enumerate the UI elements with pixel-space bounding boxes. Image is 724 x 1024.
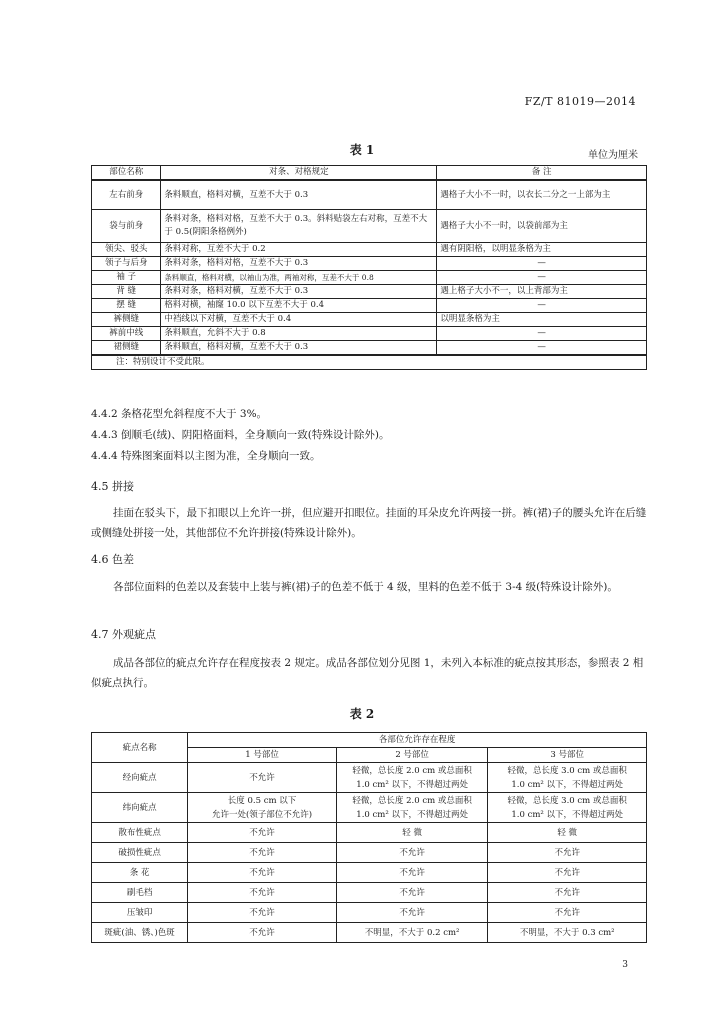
table-row [92, 243, 647, 257]
table-row [92, 210, 647, 243]
table-row [92, 271, 647, 285]
zone3-line2: 1.0 cm² 以下，不得超过两处 [511, 779, 624, 790]
zone1-line1: 长度 0.5 cm 以下 [227, 795, 297, 806]
rem-cell: — [437, 327, 647, 341]
part-cell: 领尖、驳头 [92, 243, 161, 257]
zone1-line2: 允许一处(领子部位不允许) [211, 809, 313, 820]
table-row [92, 299, 647, 313]
table1-title: 表 1 [349, 143, 375, 157]
section-4-6-text: 各部位面料的色差以及套装中上装与裤(裙)子的色差不低于 4 级，里料的色差不低于 3-4 级(特殊设计除外)。 [113, 581, 618, 593]
zone2-cell [336, 763, 488, 793]
defect-name: 纬向疵点 [92, 793, 188, 823]
zone2-cell: 不允许 [336, 863, 488, 883]
part-cell: 领子与后身 [92, 257, 161, 271]
zone2-cell: 不明显，不大于 0.2 cm² [336, 923, 488, 943]
zone1-cell: 不允许 [188, 843, 337, 863]
table-row [92, 793, 647, 823]
table2 [91, 732, 647, 943]
zone3-line2: 1.0 cm² 以下，不得超过两处 [511, 809, 624, 820]
defect-name: 散布性疵点 [92, 823, 188, 843]
clause-4-4-2: 4.4.2 条格花型允斜程度不大于 3%。 [91, 408, 268, 420]
part-cell: 背 缝 [92, 285, 161, 299]
part-cell: 摆 缝 [92, 299, 161, 313]
table1-header-rem: 备 注 [437, 166, 647, 181]
zone2-line1: 轻微，总长度 2.0 cm 或总面积 [352, 765, 472, 776]
zone1-cell: 不允许 [188, 763, 337, 793]
table2-header-group: 各部位允许存在程度 [188, 733, 647, 748]
zone1-cell [188, 793, 337, 823]
zone2-cell: 不允许 [336, 843, 488, 863]
req-cell: 条料顺直，格料对横，以袖山为准，两袖对称，互差不大于 0.8 [161, 271, 437, 285]
standard-number: FZ/T 81019—2014 [524, 95, 636, 108]
req-cell: 条料对条，格料对格，互差不大于 0.3 [161, 257, 437, 271]
defect-name: 压皱印 [92, 903, 188, 923]
req-cell: 条料顺直，格料对横，互差不大于 0.3 [161, 341, 437, 356]
page-number: 3 [622, 960, 628, 970]
table2-col-1: 1 号部位 [188, 748, 337, 763]
zone2-cell: 轻 微 [336, 823, 488, 843]
section-4-7-heading: 4.7 外观疵点 [91, 628, 156, 641]
table-row [92, 843, 647, 863]
zone1-cell: 不允许 [188, 903, 337, 923]
part-cell: 裙侧缝 [92, 341, 161, 356]
section-4-5-text: 挂面在驳头下，最下扣眼以上允许一拼，但应避开扣眼位。挂面的耳朵皮允许两接一拼。裤(裙)子的腰头允许在后缝或侧缝处拼接一处，其他部位不允许拼接(特殊设计除外)。 [91, 507, 647, 539]
part-cell: 袋与前身 [92, 210, 161, 243]
table1-header-part: 部位名称 [92, 166, 161, 181]
zone3-cell: 轻 微 [488, 823, 647, 843]
clause-4-4-4: 4.4.4 特殊图案面料以主图为准，全身顺向一致。 [91, 450, 321, 462]
table-row [92, 341, 647, 356]
zone2-line2: 1.0 cm² 以下，不得超过两处 [356, 809, 468, 820]
clause-4-4-3: 4.4.3 倒顺毛(绒)、阴阳格面料，全身顺向一致(特殊设计除外)。 [91, 429, 390, 441]
zone3-cell [488, 763, 647, 793]
defect-name: 斑疵(油、锈、)色斑 [92, 923, 188, 943]
req-cell: 条料对条，格料对横，互差不大于 0.3 [161, 285, 437, 299]
zone3-cell: 不允许 [488, 843, 647, 863]
table-row [92, 257, 647, 271]
zone3-line1: 轻微，总长度 3.0 cm 或总面积 [507, 765, 627, 776]
zone3-cell: 不允许 [488, 863, 647, 883]
table2-title: 表 2 [349, 707, 375, 721]
zone2-cell: 不允许 [336, 903, 488, 923]
section-4-5-heading: 4.5 拼接 [91, 480, 134, 493]
defect-name: 条 花 [92, 863, 188, 883]
table-row [92, 313, 647, 327]
table-row [92, 863, 647, 883]
section-4-7-text: 成品各部位的疵点允许存在程度按表 2 规定。成品各部位划分见图 1，未列入本标准的疵点按其形态，参照表 2 相似疵点执行。 [91, 657, 644, 689]
table1-unit: 单位为厘米 [588, 150, 638, 161]
table-row [92, 763, 647, 793]
zone3-cell [488, 793, 647, 823]
req-cell: 条料对称，互差不大于 0.2 [161, 243, 437, 257]
zone2-cell [336, 793, 488, 823]
part-cell: 袖 子 [92, 271, 161, 285]
table1-header-req: 对条、对格规定 [161, 166, 437, 181]
section-4-6-heading: 4.6 色差 [91, 553, 134, 566]
table1 [91, 165, 647, 370]
rem-cell: 遇有阴阳格，以明显条格为主 [437, 243, 647, 257]
rem-cell: — [437, 257, 647, 271]
table1-note-row [92, 355, 647, 370]
rem-cell: — [437, 271, 647, 285]
table-row [92, 903, 647, 923]
part-cell: 裤前中线 [92, 327, 161, 341]
table2-col-2: 2 号部位 [336, 748, 488, 763]
part-cell: 裤侧缝 [92, 313, 161, 327]
zone1-cell: 不允许 [188, 823, 337, 843]
table2-header-name: 疵点名称 [92, 733, 188, 763]
table-row [92, 923, 647, 943]
rem-cell: 遇格子大小不一时，以袋前部为主 [437, 210, 647, 243]
table-row [92, 327, 647, 341]
zone3-cell: 不明显，不大于 0.3 cm² [488, 923, 647, 943]
zone3-line1: 轻微，总长度 3.0 cm 或总面积 [507, 795, 627, 806]
zone1-cell: 不允许 [188, 863, 337, 883]
table-row [92, 883, 647, 903]
part-cell: 左右前身 [92, 180, 161, 210]
zone2-line2: 1.0 cm² 以下，不得超过两处 [356, 779, 468, 790]
table2-col-3: 3 号部位 [488, 748, 647, 763]
table2-header-row [92, 733, 647, 748]
rem-cell: 遇上格子大小不一，以上背部为主 [437, 285, 647, 299]
table-row [92, 285, 647, 299]
req-cell: 条料对条，格料对格，互差不大于 0.3。斜料贴袋左右对称，互差不大于 0.5(阴阳条格例外) [161, 210, 437, 243]
req-cell: 条料顺直，允斜不大于 0.8 [161, 327, 437, 341]
rem-cell: 以明显条格为主 [437, 313, 647, 327]
defect-name: 破损性疵点 [92, 843, 188, 863]
req-cell: 中裆线以下对横，互差不大于 0.4 [161, 313, 437, 327]
table1-note: 注：特别设计不受此限。 [92, 355, 647, 370]
req-cell: 格料对横，袖窿 10.0 以下互差不大于 0.4 [161, 299, 437, 313]
table-row [92, 823, 647, 843]
zone2-cell: 不允许 [336, 883, 488, 903]
rem-cell: — [437, 341, 647, 356]
defect-name: 经向疵点 [92, 763, 188, 793]
table-row [92, 180, 647, 210]
table1-header-row [92, 166, 647, 181]
req-cell: 条料顺直，格料对横，互差不大于 0.3 [161, 180, 437, 210]
zone3-cell: 不允许 [488, 883, 647, 903]
rem-cell: 遇格子大小不一时，以衣长二分之一上部为主 [437, 180, 647, 210]
zone1-cell: 不允许 [188, 923, 337, 943]
zone1-cell: 不允许 [188, 883, 337, 903]
zone2-line1: 轻微，总长度 2.0 cm 或总面积 [352, 795, 472, 806]
rem-cell: — [437, 299, 647, 313]
defect-name: 刷毛档 [92, 883, 188, 903]
zone3-cell: 不允许 [488, 903, 647, 923]
